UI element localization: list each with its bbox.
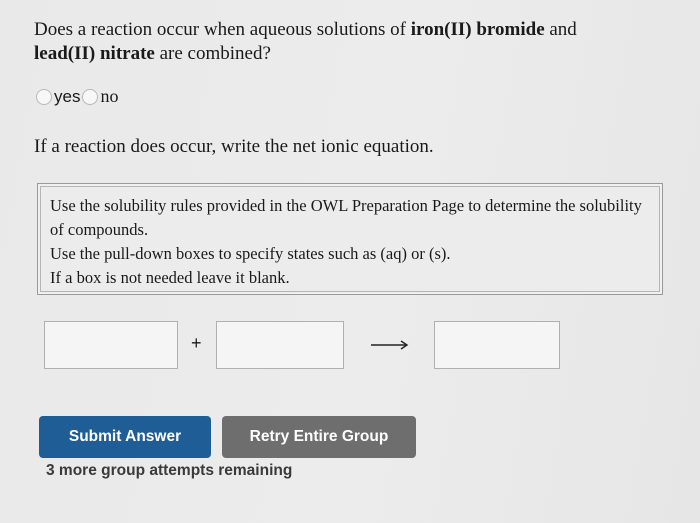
yes-label: yes xyxy=(54,86,81,106)
attempts-remaining: 3 more group attempts remaining xyxy=(46,462,293,479)
reactant1-box[interactable] xyxy=(44,321,178,369)
instruction-solubility: Use the solubility rules provided in the OWL Preparation Page to determine the solubility of compounds. xyxy=(50,196,642,239)
no-radio[interactable] xyxy=(82,89,98,105)
option-yes[interactable] xyxy=(36,87,80,107)
question-suffix: are combined? xyxy=(154,43,271,64)
question-middle: and xyxy=(544,19,577,40)
reactant2-name: lead(II) nitrate xyxy=(34,43,155,64)
question-prefix: Does a reaction occur when aqueous solutions of xyxy=(34,19,411,40)
submit-answer-button[interactable]: Submit Answer xyxy=(39,416,211,458)
instruction-pulldown: Use the pull-down boxes to specify states such as (aq) or (s). xyxy=(50,244,451,263)
plus-sign: + xyxy=(191,333,202,353)
option-no[interactable] xyxy=(82,86,118,107)
retry-entire-group-button[interactable]: Retry Entire Group xyxy=(222,416,416,458)
answer-options xyxy=(36,86,118,107)
reactant1-name: iron(II) bromide xyxy=(410,19,545,40)
instructions-box xyxy=(37,183,663,295)
question-text xyxy=(34,18,654,66)
reaction-arrow-icon xyxy=(370,339,410,351)
product-box[interactable] xyxy=(434,321,560,369)
reactant2-box[interactable] xyxy=(216,321,344,369)
instruction-blank: If a box is not needed leave it blank. xyxy=(50,268,290,287)
equation-prompt: If a reaction does occur, write the net ionic equation. xyxy=(34,136,434,157)
no-label: no xyxy=(100,86,119,106)
yes-radio[interactable] xyxy=(36,89,52,105)
